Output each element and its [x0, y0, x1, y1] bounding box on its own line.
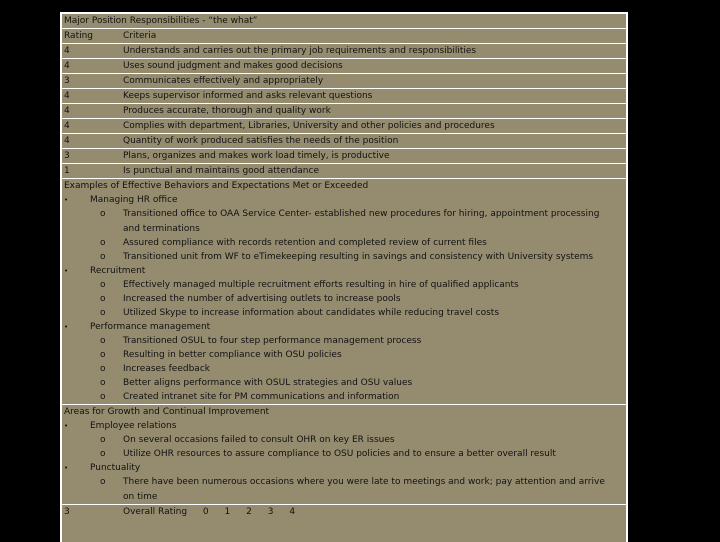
sub-bullet-icon: o — [100, 435, 106, 445]
sub-item-text: Created intranet site for PM communications and information — [123, 392, 400, 402]
criteria-text: Complies with department, Libraries, University and other policies and procedures — [123, 121, 495, 131]
sub-bullet-icon: o — [100, 364, 106, 374]
bullet-label: Managing HR office — [90, 195, 178, 205]
sub-item-text: Effectively managed multiple recruitment efforts resulting in hire of qualified applicants — [123, 280, 519, 290]
sub-item-row — [62, 278, 626, 292]
sub-item-text: Transitioned unit from WF to eTimekeeping resulting in savings and consistency with University systems — [123, 252, 594, 262]
sub-bullet-icon: o — [100, 449, 106, 459]
sub-item-text: Transitioned OSUL to four step performance management process — [123, 336, 422, 346]
criteria-text: Uses sound judgment and makes good decisions — [123, 61, 343, 71]
sub-item-row — [62, 433, 626, 447]
section-title-row — [62, 14, 626, 29]
growth-heading: Areas for Growth and Continual Improvement — [64, 407, 270, 417]
sub-item-text: Resulting in better compliance with OSU policies — [123, 350, 342, 360]
criteria-row — [62, 89, 626, 104]
sub-item-row — [62, 306, 626, 320]
criteria-text: Communicates effectively and appropriately — [123, 76, 324, 86]
sub-item-text: On several occasions failed to consult OHR on key ER issues — [123, 435, 395, 445]
criteria-text: Produces accurate, thorough and quality work — [123, 106, 331, 116]
bullet-row — [62, 320, 626, 334]
sub-bullet-icon: o — [100, 280, 106, 290]
sub-bullet-icon: o — [100, 350, 106, 360]
sub-bullet-icon: o — [100, 378, 106, 388]
sub-item-text: Utilize OHR resources to assure compliance to OSU policies and to ensure a better overall result — [123, 449, 556, 459]
bullet-label: Punctuality — [90, 463, 141, 473]
rating-value: 3 — [64, 151, 70, 161]
bullet-row — [62, 193, 626, 207]
bullet-row — [62, 264, 626, 278]
criteria-text: Quantity of work produced satisfies the needs of the position — [123, 136, 399, 146]
overall-rating-value: 3 — [64, 507, 70, 517]
overall-rating-label: Overall Rating — [123, 507, 188, 517]
sub-item-row — [62, 292, 626, 306]
sub-item-row — [62, 236, 626, 250]
bullet-label: Recruitment — [90, 266, 146, 276]
rating-value: 4 — [64, 136, 70, 146]
rating-value: 4 — [64, 91, 70, 101]
sub-item-text: Transitioned office to OAA Service Center- established new procedures for hiring, appointment processing and terminations — [123, 209, 600, 234]
bullet-label: Performance management — [90, 322, 211, 332]
criteria-text: Understands and carries out the primary job requirements and responsibilities — [123, 46, 477, 56]
criteria-text: Is punctual and maintains good attendance — [123, 166, 319, 176]
sub-bullet-icon: o — [100, 209, 106, 219]
sub-bullet-icon: o — [100, 238, 106, 248]
criteria-row — [62, 44, 626, 59]
sub-bullet-icon: o — [100, 336, 106, 346]
sub-bullet-icon: o — [100, 308, 106, 318]
rating-value: 4 — [64, 46, 70, 56]
criteria-row — [62, 104, 626, 119]
sub-item-row — [62, 334, 626, 348]
sub-item-row — [62, 376, 626, 390]
bullet-row — [62, 461, 626, 475]
scale-option: 0 — [202, 507, 209, 517]
bullet-icon: • — [64, 196, 69, 204]
bullet-icon: • — [64, 323, 69, 331]
criteria-row — [62, 164, 626, 179]
sub-item-text: Increased the number of advertising outlets to increase pools — [123, 294, 401, 304]
examples-heading: Examples of Effective Behaviors and Expectations Met or Exceeded — [64, 181, 369, 191]
sub-bullet-icon: o — [100, 392, 106, 402]
rating-header: Rating — [64, 31, 94, 41]
criteria-row — [62, 149, 626, 164]
performance-review-document — [60, 12, 628, 542]
sub-bullet-icon: o — [100, 294, 106, 304]
sub-item-text: Increases feedback — [123, 364, 210, 374]
examples-heading-row — [62, 179, 626, 193]
scale-option: 3 — [267, 507, 274, 517]
sub-item-row — [62, 362, 626, 376]
sub-bullet-icon: o — [100, 252, 106, 262]
criteria-text: Plans, organizes and makes work load timely, is productive — [123, 151, 390, 161]
sub-item-row — [62, 475, 626, 505]
criteria-text: Keeps supervisor informed and asks relevant questions — [123, 91, 373, 101]
sub-item-text: Utilized Skype to increase information about candidates while reducing travel costs — [123, 308, 500, 318]
sub-item-row — [62, 447, 626, 461]
sub-item-row — [62, 390, 626, 405]
criteria-row — [62, 119, 626, 134]
overall-rating-scale — [123, 505, 295, 519]
bullet-row — [62, 419, 626, 433]
sub-item-row — [62, 250, 626, 264]
section-title: Major Position Responsibilities - “the what” — [64, 16, 258, 26]
growth-heading-row — [62, 405, 626, 419]
criteria-header: Criteria — [123, 31, 157, 41]
bullet-icon: • — [64, 422, 69, 430]
overall-rating-row — [62, 505, 626, 519]
sub-bullet-icon: o — [100, 477, 106, 487]
sub-item-row — [62, 207, 626, 236]
bullet-label: Employee relations — [90, 421, 177, 431]
bullet-icon: • — [64, 267, 69, 275]
rating-value: 4 — [64, 121, 70, 131]
criteria-row — [62, 74, 626, 89]
criteria-row — [62, 134, 626, 149]
scale-option: 2 — [246, 507, 252, 517]
scale-option: 1 — [224, 507, 231, 517]
sub-item-text: There have been numerous occasions where you were late to meetings and work; pay attention and arrive on time — [123, 477, 605, 502]
rating-value: 4 — [64, 61, 70, 71]
sub-item-row — [62, 348, 626, 362]
scale-option: 4 — [289, 507, 296, 517]
rating-value: 3 — [64, 76, 70, 86]
rating-value: 4 — [64, 106, 70, 116]
bullet-icon: • — [64, 464, 69, 472]
criteria-row — [62, 59, 626, 74]
table-header-row — [62, 29, 626, 44]
sub-item-text: Better aligns performance with OSUL strategies and OSU values — [123, 378, 413, 388]
sub-item-text: Assured compliance with records retention and completed review of current files — [123, 238, 487, 248]
rating-value: 1 — [64, 166, 70, 176]
